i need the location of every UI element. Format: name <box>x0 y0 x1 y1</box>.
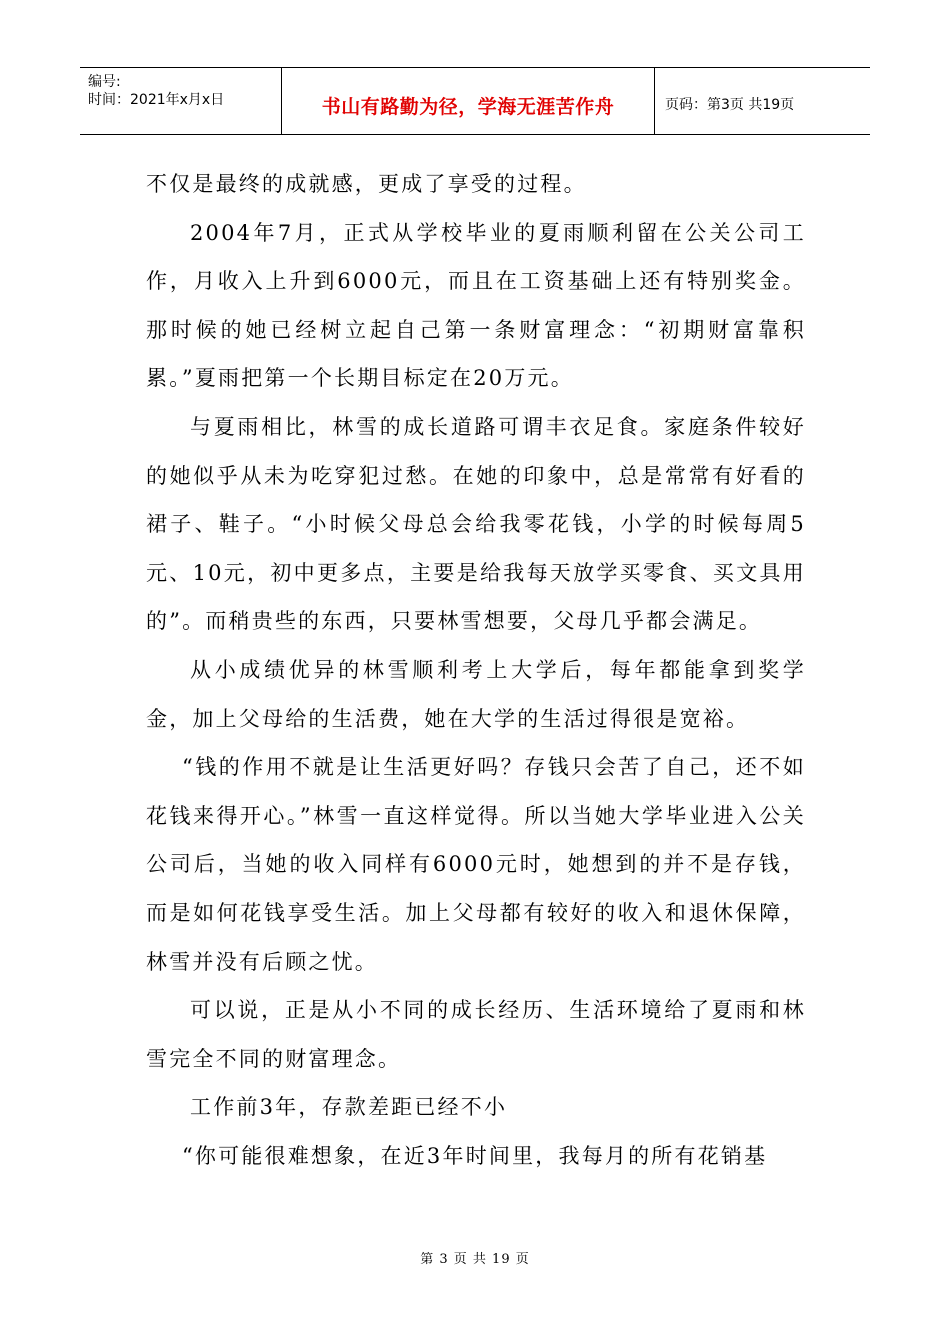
paragraph: 与夏雨相比，林雪的成长道路可谓丰衣足食。家庭条件较好的她似乎从未为吃穿犯过愁。在她的印象中，总是常常有好看的裙子、鞋子。“小时候父母总会给我零花钱，小学的时候每周5元、10元，初中更多点，主要是给我每天放学买零食、买文具用的”。而稍贵些的东西，只要林雪想要，父母几乎都会满足。 <box>146 414 806 634</box>
document-date-label: 时间：2021年x月x日 <box>88 92 225 108</box>
page-header <box>80 67 870 135</box>
paragraph: 不仅是最终的成就感，更成了享受的过程。 <box>146 172 587 196</box>
document-number-label: 编号: <box>88 74 121 90</box>
paragraph: “你可能很难想象，在近3年时间里，我每月的所有花销基 <box>182 1143 768 1168</box>
header-left-cell <box>80 68 282 134</box>
header-motto: 书山有路勤为径，学海无涯苦作舟 <box>321 95 615 118</box>
paragraph: 可以说，正是从小不同的成长经历、生活环境给了夏雨和林雪完全不同的财富理念。 <box>146 998 806 1071</box>
footer-page-number: 第 3 页 共 19 页 <box>420 1252 530 1267</box>
section-heading: 工作前3年，存款差距已经不小 <box>190 1095 508 1120</box>
paragraph: “钱的作用不就是让生活更好吗？存钱只会苦了自己，还不如花钱来得开心。”林雪一直这样觉得。所以当她大学毕业进入公关公司后，当她的收入同样有6000元时，她想到的并不是存钱，而是如何花钱享受生活。加上父母都有较好的收入和退休保障，林雪并没有后顾之忧。 <box>146 755 806 974</box>
header-page-cell <box>655 68 870 134</box>
header-page-info: 页码：第3页 共19页 <box>665 97 795 113</box>
paragraph: 从小成绩优异的林雪顺利考上大学后，每年都能拿到奖学金，加上父母给的生活费，她在大学的生活过得很是宽裕。 <box>146 657 806 731</box>
page-footer <box>0 1248 950 1267</box>
document-body <box>146 160 806 1180</box>
header-motto-cell <box>282 68 655 134</box>
paragraph: 2004年7月，正式从学校毕业的夏雨顺利留在公关公司工作，月收入上升到6000元，而且在工资基础上还有特别奖金。那时候的她已经树立起自己第一条财富理念：“初期财富靠积累。”夏雨把第一个长期目标定在20万元。 <box>146 220 806 391</box>
